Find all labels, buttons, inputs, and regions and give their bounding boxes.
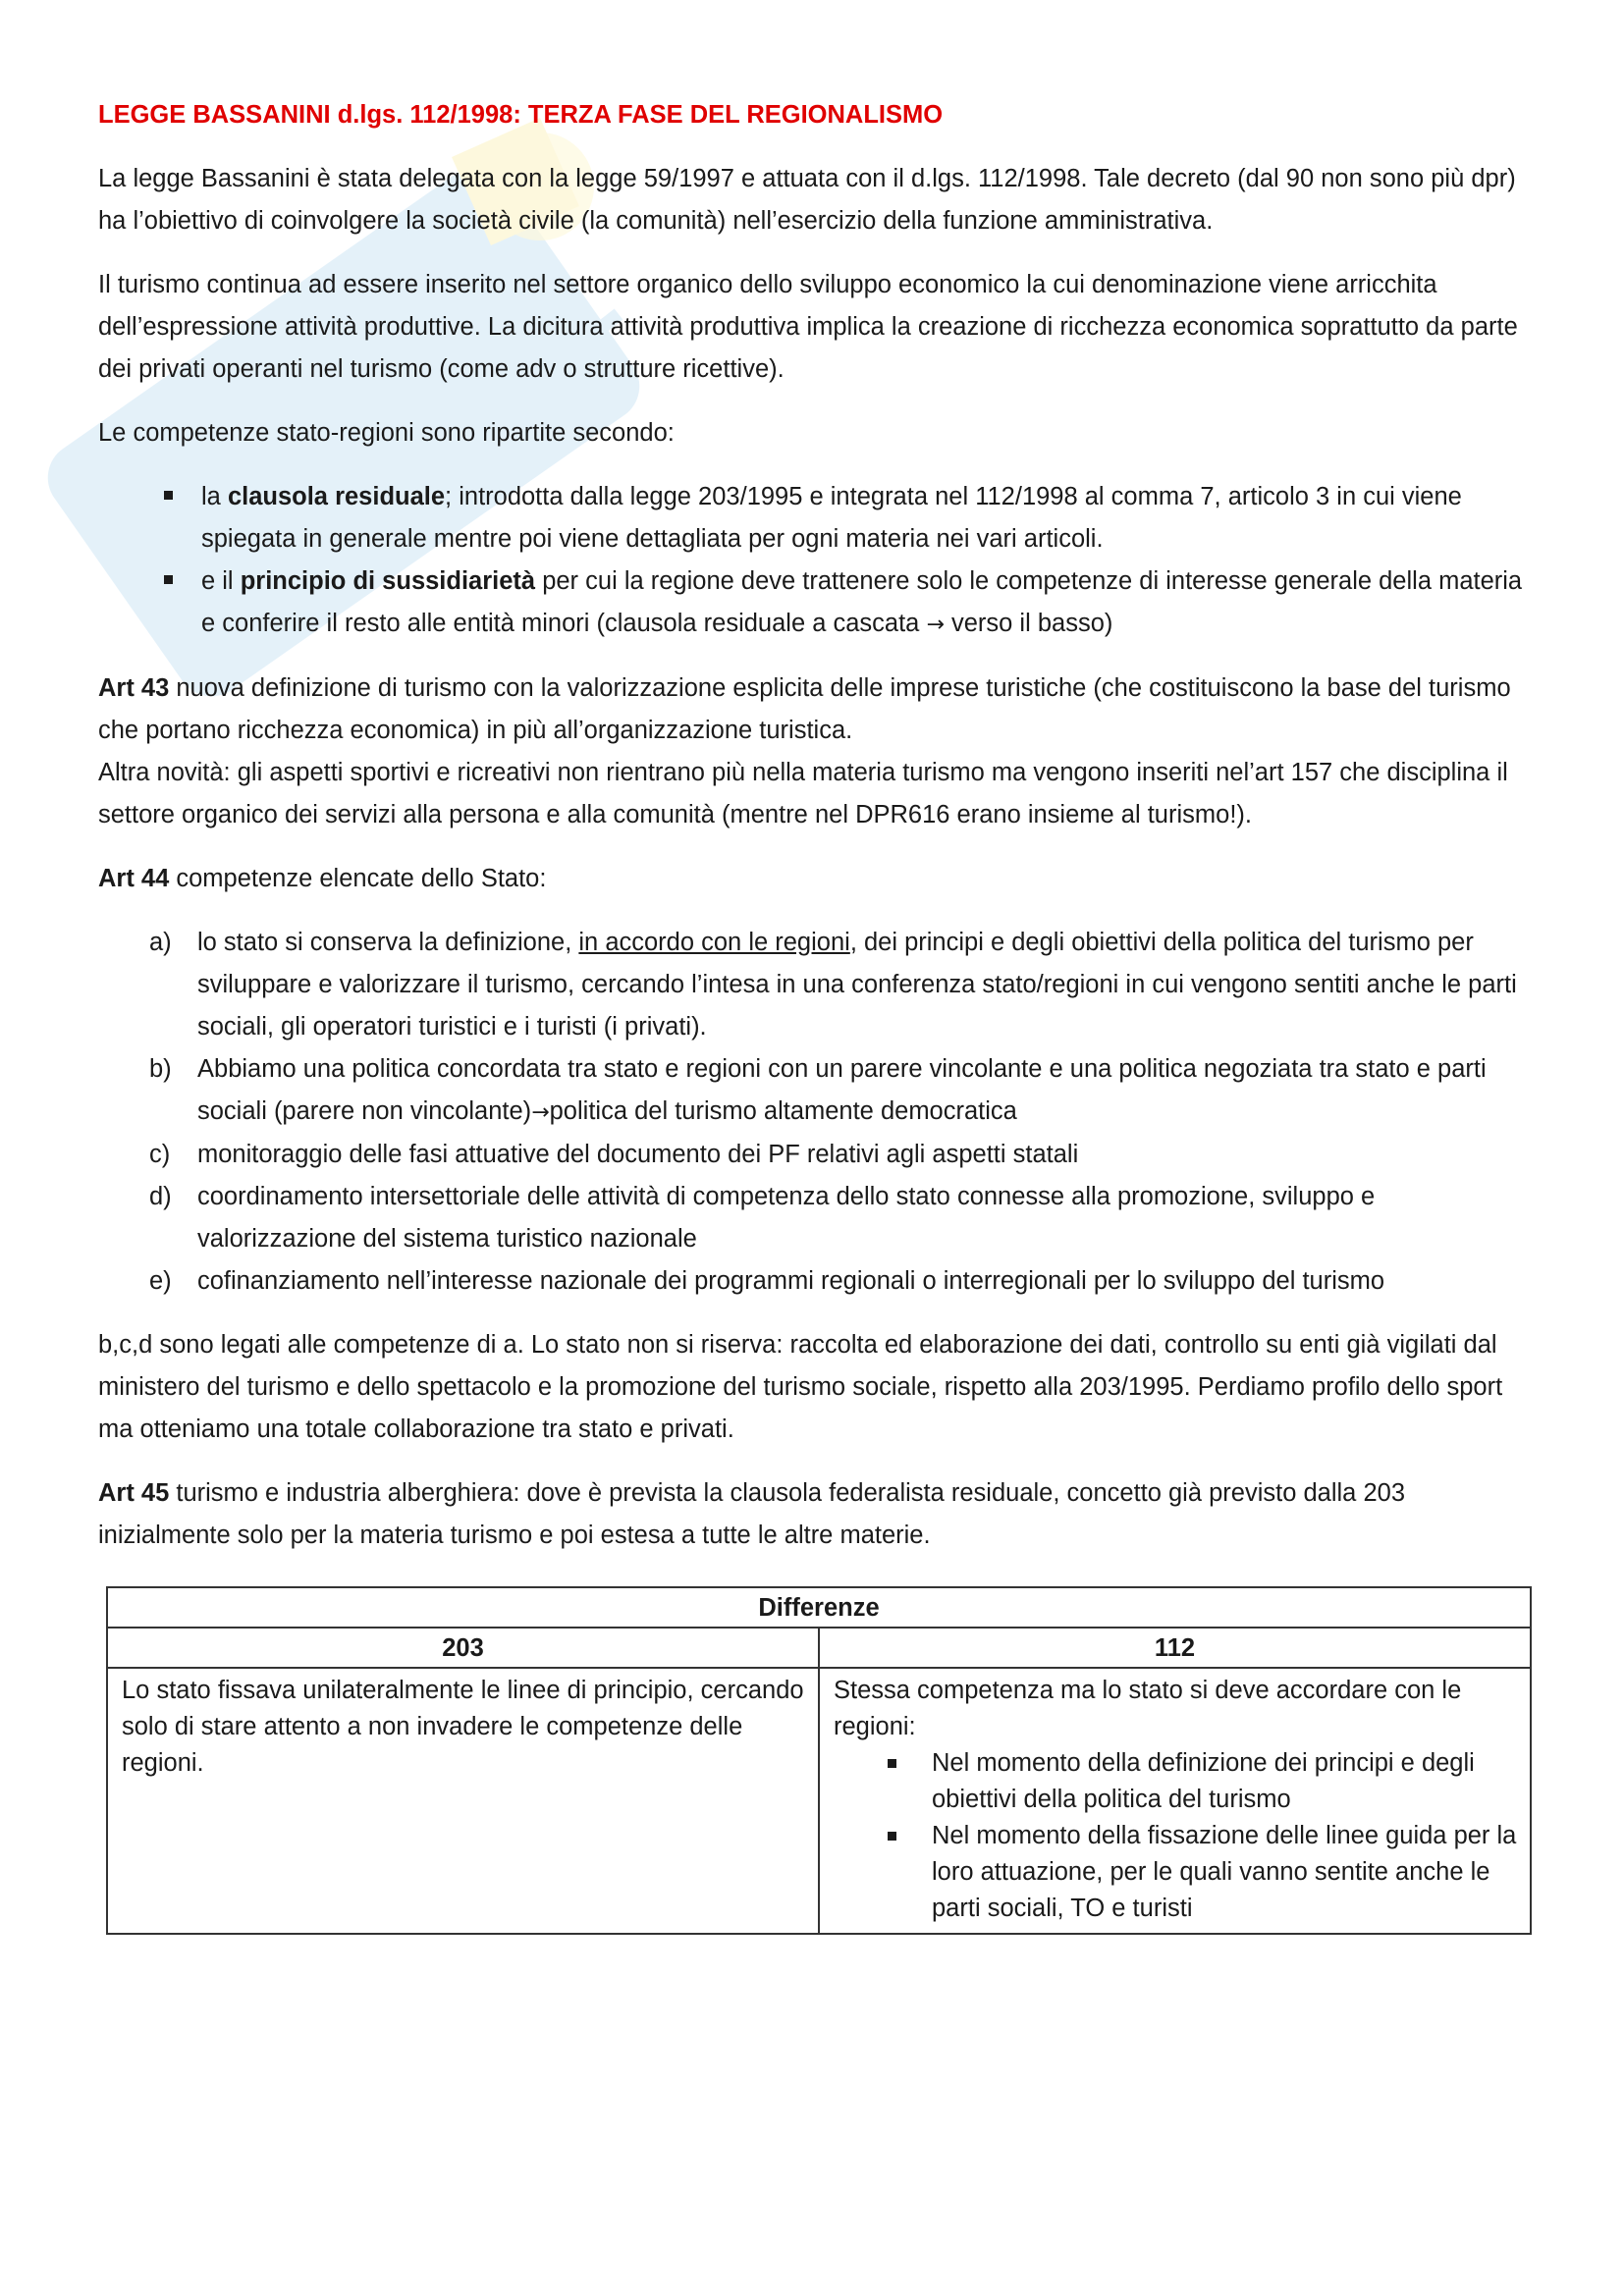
art44-label: Art 44 [98,865,170,892]
turismo-paragraph: Il turismo continua ad essere inserito nel settore organico dello sviluppo economico la cui denominazione viene arricchita dell’espressione attività produttive. La dicitura attività produttiva implica la creazione di ricchezza economica soprattutto da parte dei privati operanti nel turismo (come adv o strutture ricettive). [98,271,1518,383]
underlined-text: in accordo con le regioni [578,929,850,956]
art44-heading: Art 44 competenze elencate dello Stato: [98,865,547,892]
art43-paragraph: Art 43 nuova definizione di turismo con la valorizzazione esplicita delle imprese turistiche (che costituiscono la base del turismo che portano ricchezza economica) in più all’organizzazione turistica. Altra novità: gli aspetti sportivi e ricreativi non rientrano più nella materia turismo ma vengono inseriti nel’art 157 che disciplina il settore organico dei servizi alla persona e alla comunità (mentre nel DPR616 erano insieme al turismo!). [98,674,1511,828]
intro-paragraph: La legge Bassanini è stata delegata con la legge 59/1997 e attuata con il d.lgs. 112/1998. Tale decreto (dal 90 non sono più dpr) ha l’obiettivo di coinvolgere la società civile (la comunità) nell’esercizio della funzione amministrativa. [98,165,1516,235]
clausola-residuale-term: clausola residuale [227,483,446,510]
table-cell-203: Lo stato fissava unilateralmente le linee di principio, cercando solo di stare attento a non invadere le competenze delle regioni. [107,1668,819,1934]
list-item: e) cofinanziamento nell’interesse nazionale dei programmi regionali o interregionali per lo sviluppo del turismo [149,1267,1385,1295]
table-caption: Differenze [107,1587,1531,1628]
art44-list [98,922,1532,1303]
list-item: la clausola residuale; introdotta dalla legge 203/1995 e integrata nel 112/1998 al comma 7, articolo 3 in cui viene spiegata in generale mentre poi viene dettagliata per ogni materia nei vari articoli. [98,476,1532,561]
list-item: Nel momento della definizione dei principi e degli obiettivi della politica del turismo [834,1745,1518,1818]
art44-note: b,c,d sono legati alle competenze di a. Lo stato non si riserva: raccolta ed elaborazione dei dati, controllo su enti già vigilati dal ministero del turismo e dello spettacolo e la promozione del turismo sociale, rispetto alla 203/1995. Perdiamo profilo dello sport ma otteniamo una totale collaborazione tra stato e privati. [98,1331,1503,1443]
document-page [98,94,1532,1935]
column-header-203: 203 [107,1628,819,1668]
table-cell-112: Stessa competenza ma lo stato si deve accordare con le regioni: Nel momento della definizione dei principi e degli obiettivi della politica del turismo Nel momento della fissazione delle linee guida per la loro attuazione, per le quali vanno sentite anche le parti sociali, TO e turisti [819,1668,1531,1934]
list-item: a) lo stato si conserva la definizione, in accordo con le regioni, dei principi e degli obiettivi della politica del turismo per sviluppare e valorizzare il turismo, cercando l’intesa in una conferenza stato/regioni in cui vengono sentiti anche le parti sociali, gli operatori turistici e i turisti (i privati). [149,929,1517,1041]
differenze-table [106,1586,1532,1935]
column-header-112: 112 [819,1628,1531,1668]
competenze-list [98,476,1532,646]
arrow-right-icon: → [926,613,945,637]
art43-label: Art 43 [98,674,170,702]
list-item: b) Abbiamo una politica concordata tra stato e regioni con un parere vincolante e una politica negoziata tra stato e parti sociali (parere non vincolante)→politica del turismo altamente democratica [149,1055,1487,1125]
list-item: Nel momento della fissazione delle linee guida per la loro attuazione, per le quali vanno sentite anche le parti sociali, TO e turisti [834,1818,1518,1927]
sussidiarieta-term: principio di sussidiarietà [240,567,536,595]
table-cell-list [834,1745,1518,1927]
document-title: LEGGE BASSANINI d.lgs. 112/1998: TERZA FASE DEL REGIONALISMO [98,101,944,129]
list-item: e il principio di sussidiarietà per cui la regione deve trattenere solo le competenze di interesse generale della materia e conferire il resto alle entità minori (clausola residuale a cascata → verso il basso) [98,561,1532,646]
art43-novita: Altra novità: gli aspetti sportivi e ricreativi non rientrano più nella materia turismo ma vengono inseriti nel’art 157 che disciplina il settore organico dei servizi alla persona e alla comunità (mentre nel DPR616 erano insieme al turismo!). [98,759,1508,828]
art45-label: Art 45 [98,1479,170,1507]
art45-paragraph: Art 45 turismo e industria alberghiera: dove è prevista la clausola federalista residuale, concetto già previsto dalla 203 inizialmente solo per la materia turismo e poi estesa a tutte le altre materie. [98,1479,1405,1549]
competenze-intro: Le competenze stato-regioni sono ripartite secondo: [98,419,675,447]
list-item: d) coordinamento intersettoriale delle attività di competenza dello stato connesse alla promozione, sviluppo e valorizzazione del sistema turistico nazionale [149,1183,1376,1253]
arrow-right-icon: → [531,1100,550,1125]
list-item: c) monitoraggio delle fasi attuative del documento dei PF relativi agli aspetti statali [149,1141,1079,1168]
